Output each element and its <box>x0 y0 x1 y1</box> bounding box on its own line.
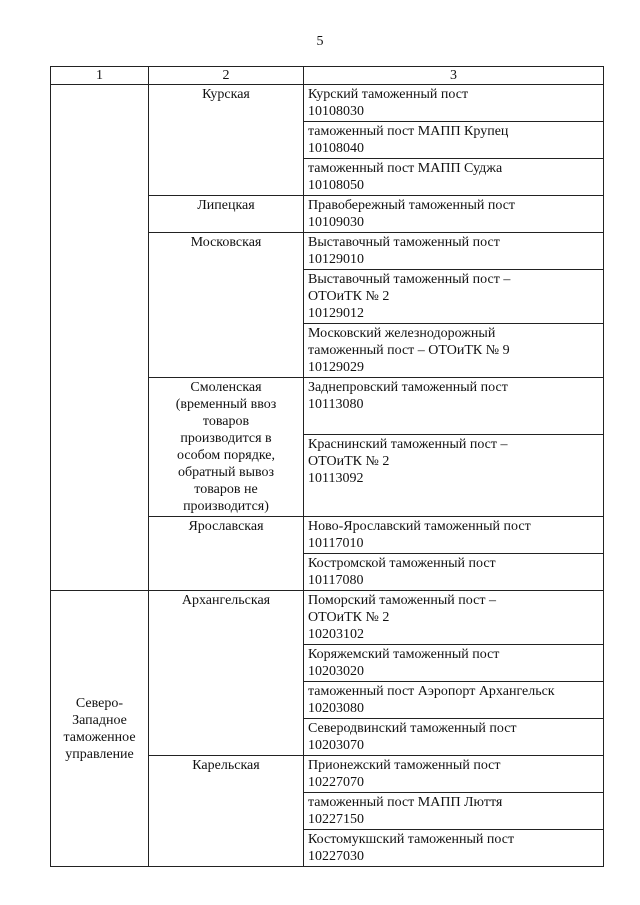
customs-post-line: 10203020 <box>308 664 364 679</box>
customs-post-cell <box>304 122 604 159</box>
region-cell <box>149 85 304 196</box>
customs-post-line: 10108050 <box>308 178 364 193</box>
customs-post-line: 10129012 <box>308 306 364 321</box>
customs-post-line: 10227070 <box>308 775 364 790</box>
customs-post-line: 10117080 <box>308 573 364 588</box>
customs-post-cell <box>304 378 604 435</box>
customs-post-line: таможенный пост МАПП Люття <box>308 795 503 810</box>
table-body <box>51 85 604 867</box>
customs-post-cell <box>304 793 604 830</box>
customs-post-line: Краснинский таможенный пост – <box>308 436 508 452</box>
customs-post-line: Ново-Ярославский таможенный пост <box>308 519 531 534</box>
customs-post-cell <box>304 682 604 719</box>
page-number: 5 <box>316 34 324 49</box>
customs-post-line: Костромской таможенный пост <box>308 556 496 571</box>
customs-post-cell <box>304 196 604 233</box>
column-header-3: 3 <box>304 67 604 85</box>
customs-post-line: 10113080 <box>308 397 364 412</box>
region-name-line: производится в <box>180 431 272 446</box>
customs-post-line: Курский таможенный пост <box>308 87 469 102</box>
table-row <box>51 591 604 645</box>
customs-posts-table <box>50 66 604 867</box>
customs-post-cell <box>304 645 604 682</box>
customs-post-line: Выставочный таможенный пост – <box>308 272 511 287</box>
customs-post-line: Заднепровский таможенный пост <box>308 380 508 395</box>
region-name-line: товаров <box>202 414 250 429</box>
customs-office-name-line: управление <box>65 746 134 762</box>
customs-post-line: Правобережный таможенный пост <box>308 198 516 213</box>
customs-post-line: 10203080 <box>308 701 364 716</box>
customs-post-cell <box>304 719 604 756</box>
region-name-line: товаров не <box>194 482 258 497</box>
customs-post-cell <box>304 233 604 270</box>
region-name-line: производится) <box>183 499 269 514</box>
header-row <box>51 67 604 85</box>
table-row <box>51 85 604 122</box>
customs-post-cell <box>304 591 604 645</box>
region-cell <box>149 591 304 756</box>
customs-post-line: 10203070 <box>308 738 364 753</box>
region-name-line: Московская <box>190 235 262 250</box>
customs-office-name-line: Западное <box>72 712 127 728</box>
customs-post-cell <box>304 554 604 591</box>
customs-post-line: Костомукшский таможенный пост <box>308 832 515 847</box>
region-cell <box>149 233 304 378</box>
region-name-line: Курская <box>202 87 250 102</box>
customs-office-name-line: таможенное <box>63 729 136 745</box>
customs-post-line: 10129029 <box>308 360 364 375</box>
customs-post-cell <box>304 517 604 554</box>
customs-post-line: Северодвинский таможенный пост <box>308 721 517 736</box>
customs-post-line: ОТОиТК № 2 <box>308 610 390 625</box>
customs-post-line: 10129010 <box>308 252 364 267</box>
region-cell <box>149 378 304 517</box>
customs-post-line: Коряжемский таможенный пост <box>308 647 500 662</box>
customs-post-line: Поморский таможенный пост – <box>308 593 496 608</box>
customs-post-line: Прионежский таможенный пост <box>308 758 501 773</box>
customs-post-line: таможенный пост МАПП Суджа <box>308 161 503 176</box>
customs-post-line: 10117010 <box>308 536 364 551</box>
customs-post-line: таможенный пост Аэропорт Архангельск <box>308 684 555 699</box>
customs-post-line: 10203102 <box>308 627 364 642</box>
region-name-line: Смоленская <box>190 380 262 395</box>
customs-post-line: Выставочный таможенный пост <box>308 235 500 250</box>
customs-post-cell <box>304 270 604 324</box>
column-header-2: 2 <box>149 67 304 85</box>
customs-post-line: 10109030 <box>308 215 364 230</box>
region-name-line: Архангельская <box>181 593 271 608</box>
customs-post-line: таможенный пост – ОТОиТК № 9 <box>308 343 510 358</box>
customs-post-cell <box>304 756 604 793</box>
column-header-1: 1 <box>51 67 149 85</box>
region-name-line: особом порядке, <box>177 448 275 463</box>
region-name-line: Липецкая <box>197 198 255 213</box>
customs-office-name-line: Северо- <box>75 695 124 711</box>
customs-post-line: 10227150 <box>308 812 364 827</box>
region-cell <box>149 756 304 867</box>
region-cell <box>149 196 304 233</box>
customs-post-line: Московский железнодорожный <box>308 326 496 341</box>
customs-office-cell <box>51 85 149 591</box>
customs-post-cell <box>304 324 604 378</box>
customs-post-line: 10108040 <box>308 141 364 156</box>
region-name-line: обратный вывоз <box>177 465 275 480</box>
customs-post-line: 10227030 <box>308 849 364 864</box>
customs-post-cell <box>304 830 604 867</box>
customs-post-line: 10108030 <box>308 104 364 119</box>
customs-post-cell <box>304 434 604 516</box>
region-name-line: Карельская <box>192 758 260 773</box>
customs-post-line: ОТОиТК № 2 <box>308 289 390 304</box>
customs-office-cell <box>51 591 149 867</box>
customs-post-cell <box>304 85 604 122</box>
region-name-line: Ярославская <box>188 519 264 534</box>
region-name-line: (временный ввоз <box>175 397 277 412</box>
customs-post-line: 10113092 <box>308 470 364 486</box>
customs-post-line: ОТОиТК № 2 <box>308 453 390 469</box>
region-cell <box>149 517 304 591</box>
customs-post-line: таможенный пост МАПП Крупец <box>308 124 509 139</box>
customs-post-cell <box>304 159 604 196</box>
